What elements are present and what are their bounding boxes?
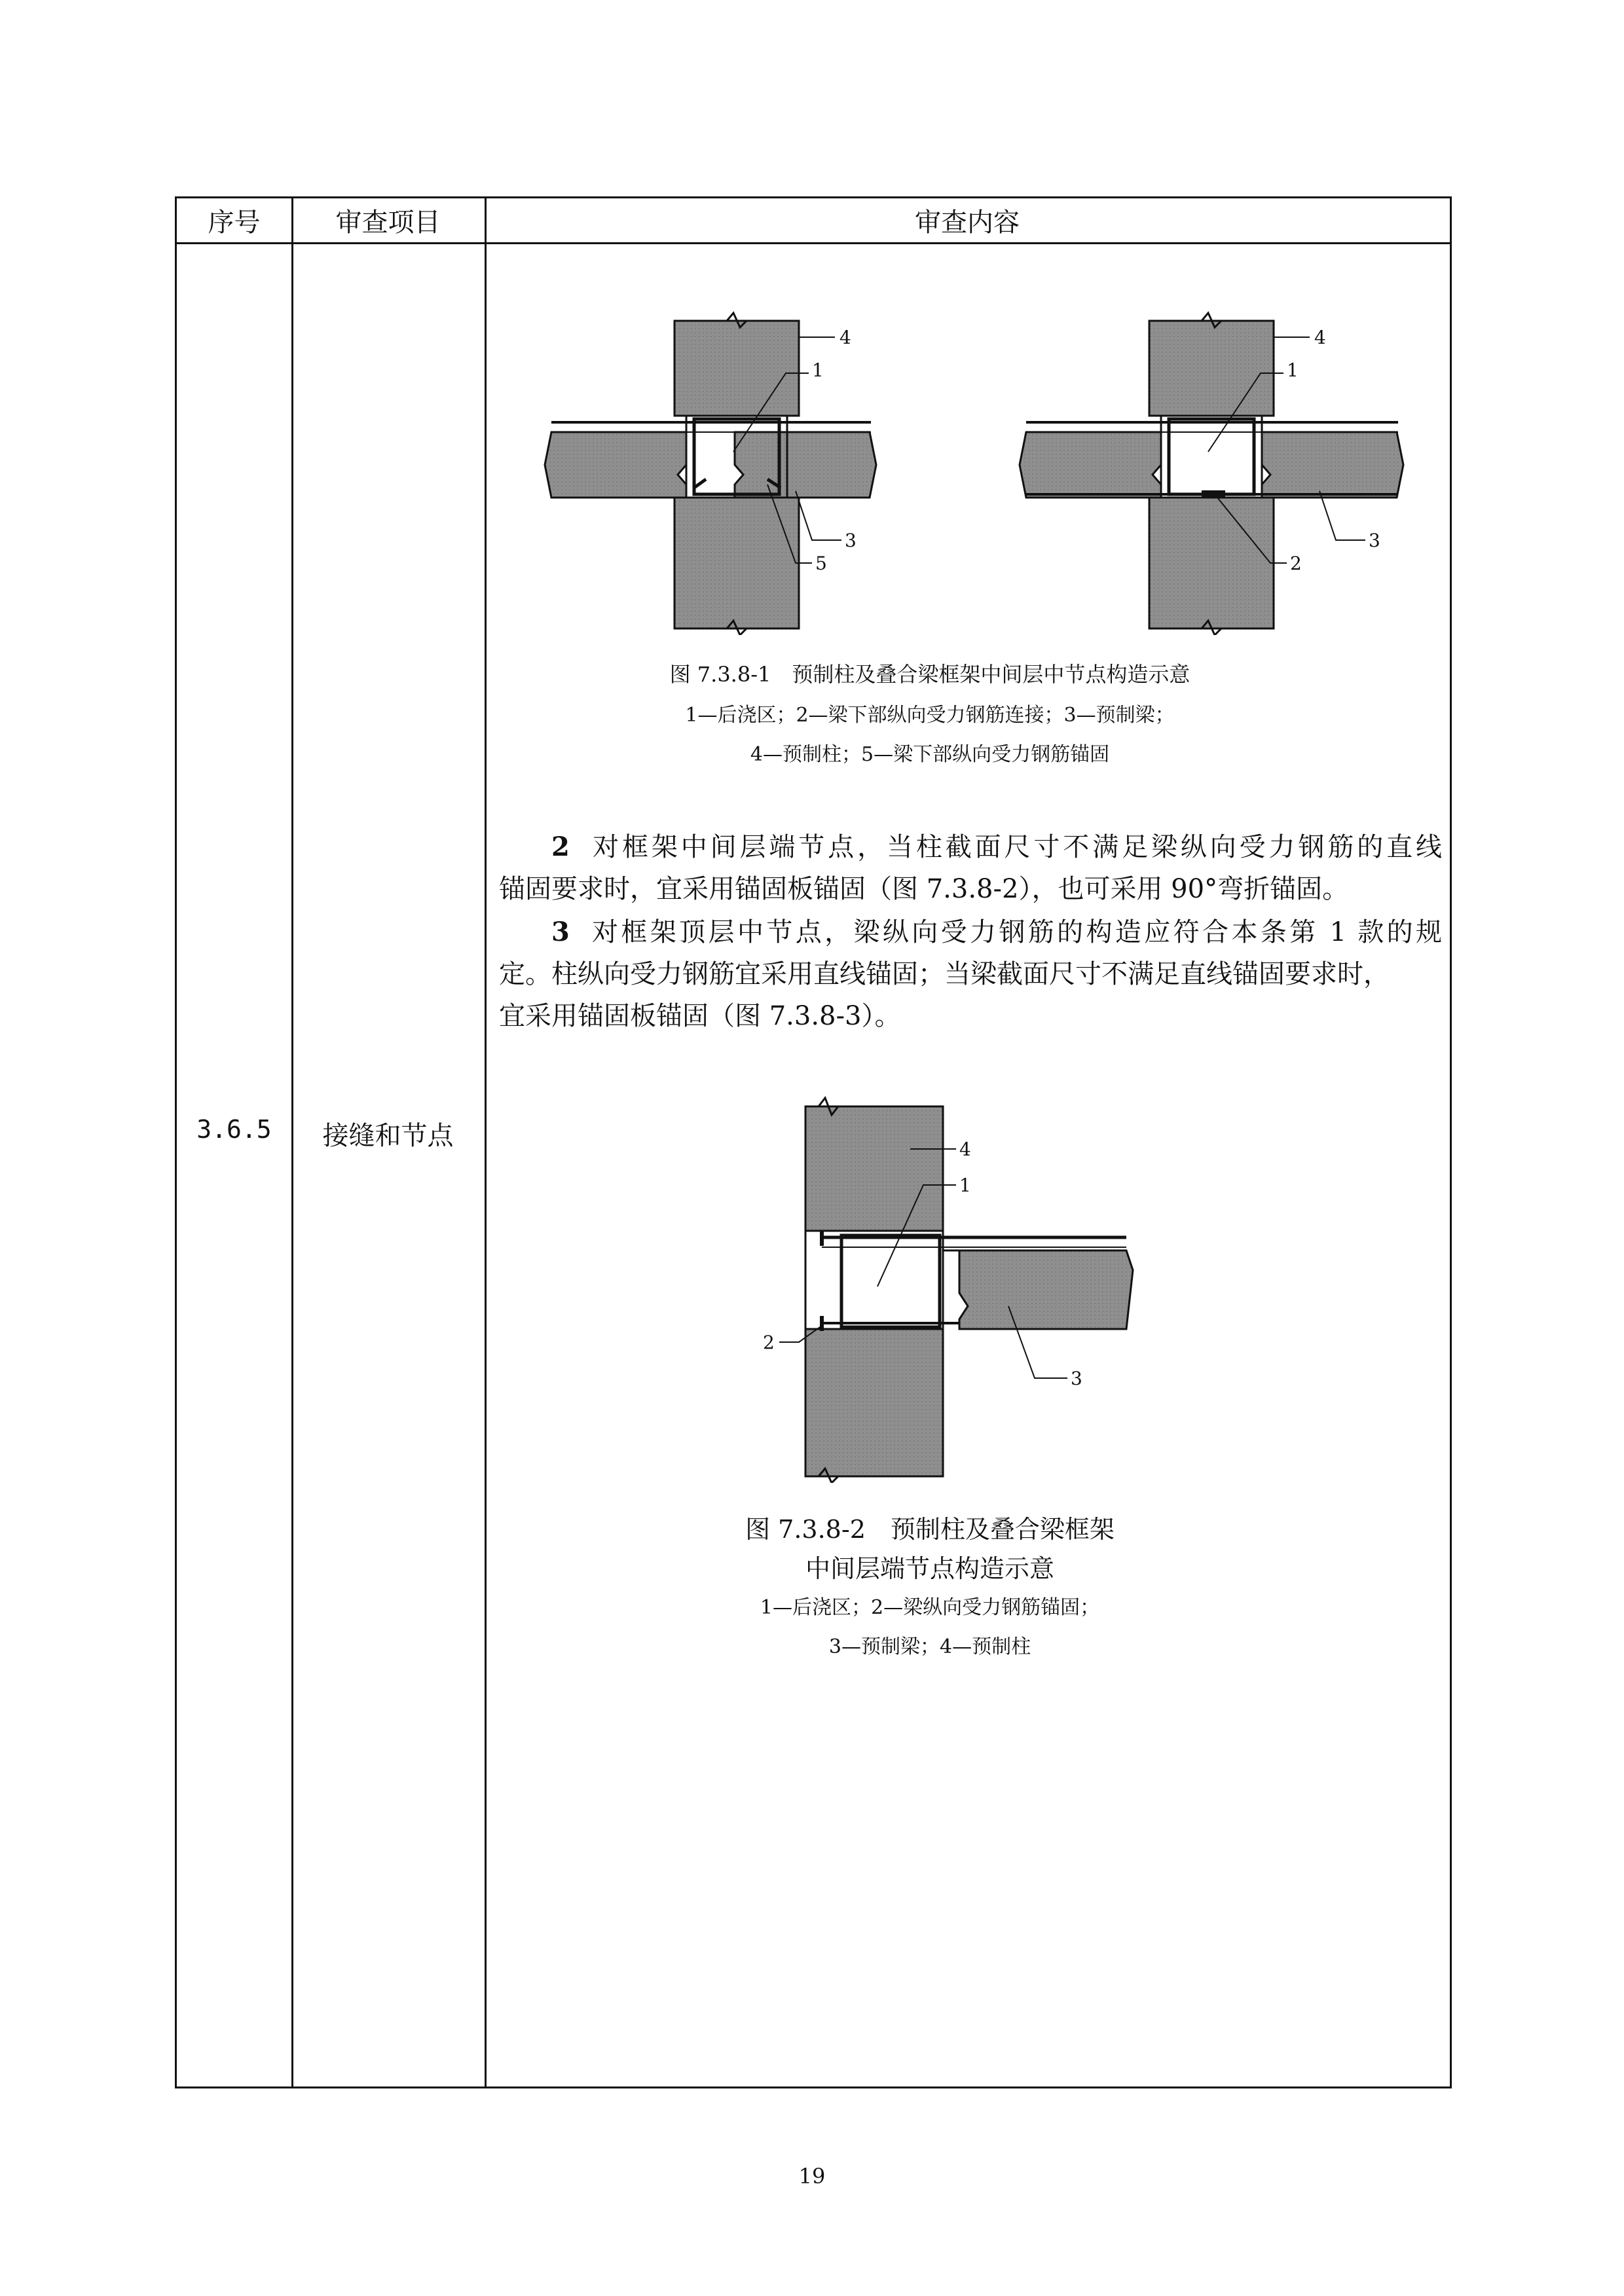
figure2-diagram (760, 1090, 1153, 1483)
figure2-legend-line1: 1—后浇区；2—梁纵向受力钢筋锚固； (760, 1596, 1100, 1619)
header-item: 审查项目 (335, 208, 441, 238)
page-number: 19 (798, 2164, 826, 2189)
header-divider (177, 242, 1450, 244)
paragraph-2 (499, 826, 1442, 910)
paragraph-2-line2: 锚固要求时，宜采用锚固板锚固（图 7.3.8-2），也可采用 90°弯折锚固。 (499, 874, 1349, 904)
paragraph-2-line1: 对框架中间层端节点，当柱截面尺寸不满足梁纵向受力钢筋的直线 (593, 832, 1442, 862)
paragraph-3 (499, 911, 1442, 1037)
paragraph-3-line2: 定。柱纵向受力钢筋宜采用直线锚固；当梁截面尺寸不满足直线锚固要求时， (499, 959, 1390, 989)
label-3: 3 (1369, 530, 1380, 551)
label-1: 1 (812, 359, 824, 381)
figure1-legend-line1: 1—后浇区；2—梁下部纵向受力钢筋连接；3—预制梁； (685, 704, 1175, 727)
paragraph-3-line1: 对框架顶层中节点，梁纵向受力钢筋的构造应符合本条第 1 款的规 (592, 917, 1442, 947)
paragraph-3-line3: 宜采用锚固板锚固（图 7.3.8-3）。 (499, 1001, 901, 1031)
label-2: 2 (763, 1332, 775, 1353)
label-2: 2 (1290, 553, 1302, 574)
label-4: 4 (959, 1139, 971, 1160)
paragraph-3-number: 3 (551, 917, 570, 947)
figure1-legend-line2: 4—预制柱；5—梁下部纵向受力钢筋锚固 (750, 743, 1110, 766)
label-3: 3 (1071, 1368, 1082, 1389)
label-4: 4 (840, 327, 851, 348)
figure2-caption-line1: 图 7.3.8-2 预制柱及叠合梁框架 (745, 1515, 1115, 1544)
figure1-caption: 图 7.3.8-1 预制柱及叠合梁框架中间层中节点构造示意 (669, 662, 1190, 687)
header-content: 审查内容 (915, 208, 1020, 238)
figure1-left-diagram (537, 308, 877, 635)
column-divider (485, 198, 487, 2086)
label-4: 4 (1314, 327, 1326, 348)
row-item: 接缝和节点 (322, 1121, 454, 1151)
paragraph-2-number: 2 (551, 831, 570, 862)
label-3: 3 (845, 530, 857, 551)
figure2-caption-line2: 中间层端节点构造示意 (805, 1554, 1054, 1583)
header-seq: 序号 (208, 208, 261, 238)
label-5: 5 (815, 553, 827, 574)
label-1: 1 (1287, 359, 1299, 381)
figure1-right-diagram (1012, 308, 1405, 635)
label-1: 1 (959, 1175, 971, 1196)
figure2-legend-line2: 3—预制梁；4—预制柱 (828, 1635, 1031, 1658)
row-seq: 3.6.5 (196, 1115, 272, 1144)
